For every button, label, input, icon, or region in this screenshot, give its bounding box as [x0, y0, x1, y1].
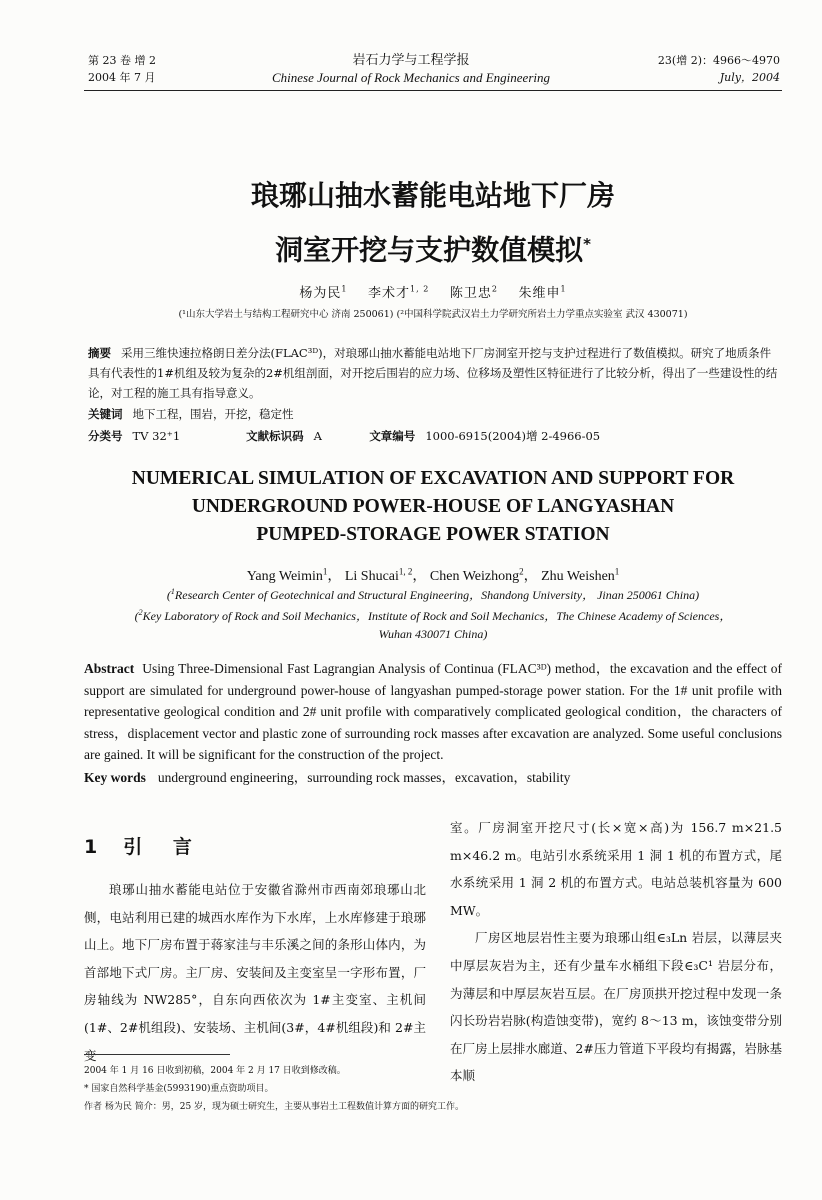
footnote-funding: * 国家自然科学基金(5993190)重点资助项目。	[84, 1084, 274, 1094]
footnotes	[84, 1062, 782, 1116]
author-en: Li Shucai	[344, 569, 399, 584]
body-column-left	[84, 876, 426, 1069]
author-zh: 陈卫忠	[449, 286, 492, 301]
affiliation-en-2: ($^2$Key Laboratory of Rock and Soil Mechanics，Institute of Rock and Soil Mechanics，The Chinese Academy of Sciences，	[134, 608, 732, 623]
page-range: 23(增 2)：4966～4970	[657, 54, 780, 67]
author-zh: 杨为民	[299, 286, 342, 301]
journal-name-en: Chinese Journal of Rock Mechanics and Engineering	[272, 70, 550, 85]
section-heading	[84, 832, 204, 859]
affiliation-en-1: ($^1$Research Center of Geotechnical and Structural Engineering，Shandong University， Jinan 250061 China)	[166, 587, 700, 602]
author-en: Zhu Weishen	[541, 569, 615, 584]
title-en-line1: NUMERICAL SIMULATION OF EXCAVATION AND SUPPORT FOR	[131, 468, 735, 489]
keywords-en-label: Key words	[84, 770, 146, 785]
affiliation-en-2-cont: Wuhan 430071 China)	[378, 627, 488, 641]
abstract-zh-label: 摘要	[88, 346, 111, 360]
doc-code-label: 文献标识码	[246, 429, 304, 443]
body-column-right	[450, 814, 782, 1090]
body-paragraph: 琅琊山抽水蓄能电站位于安徽省滁州市西南郊琅琊山北侧，电站利用已建的城西水库作为下水库，上水库修建于琅琊山上。地下厂房布置于蒋家洼与丰乐溪之间的条形山体内，为首部地下式厂房。主厂房、安装间及主变室呈一字形布置，厂房轴线为 NW285°，自东向西依次为 1#主变室、主机间(1#、2#机组段)、安装场、主机间(3#，4#机组段)和 2#主变	[84, 882, 426, 1063]
title-en-line3: PUMPED-STORAGE POWER STATION	[256, 524, 610, 545]
footnote-received: 2004 年 1 月 16 日收到初稿，2004 年 2 月 17 日收到修改稿。	[84, 1066, 346, 1076]
paper-title-en	[84, 465, 782, 549]
authors-zh: 杨为民$^1$ 李术才$^{1, 2}$ 陈卫忠$^2$ 朱维申$^1$	[299, 284, 567, 301]
section-number: 1	[84, 836, 110, 858]
doc-code-value: A	[313, 429, 322, 443]
author-zh: 朱维申	[518, 286, 561, 301]
article-number-value: 1000-6915(2004)增 2-4966-05	[425, 429, 601, 443]
author-en: Yang Weimin	[246, 569, 323, 584]
paper-title-zh	[84, 172, 782, 274]
publication-date: July，2004	[719, 71, 780, 84]
abstract-en-label: Abstract	[84, 661, 135, 676]
running-header-left	[88, 52, 156, 86]
class-label: 分类号	[88, 429, 123, 443]
authors-en: Yang Weimin$^1$， Li Shucai$^{1, 2}$， Chen Weizhong$^2$， Zhu Weishen$^1$	[246, 566, 620, 584]
header-rule	[84, 90, 782, 91]
keywords-en-text: underground engineering，surrounding rock masses，excavation，stability	[157, 770, 571, 785]
article-number-label: 文章编号	[369, 429, 416, 443]
footnote-rule	[84, 1054, 230, 1055]
class-value: TV 32⁺1	[132, 429, 181, 443]
volume-issue: 第 23 卷 增 2	[88, 54, 156, 67]
author-zh: 李术才	[368, 286, 411, 301]
keywords-zh-text: 地下工程，围岩，开挖，稳定性	[132, 407, 294, 421]
affiliations-zh: (¹山东大学岩土与结构工程研究中心 济南 250061) (²中国科学院武汉岩土力学研究所岩土力学重点实验室 武汉 430071)	[178, 309, 688, 320]
body-paragraph: 厂房区地层岩性主要为琅琊山组∈₃Ln 岩层，以薄层夹中厚层灰岩为主，还有少量车水桶组下段∈₃C¹ 岩层分布，为薄层和中厚层灰岩互层。在厂房顶拱开挖过程中发现一条闪长玢岩岩脉(构造蚀变带)，宽约 8～13 m，该蚀变带分别在厂房上层排水廊道、2#压力管道下平段均有揭露，岩脉基本顺	[450, 930, 782, 1084]
running-header-right	[658, 52, 780, 86]
abstract-en-text: Using Three-Dimensional Fast Lagrangian Analysis of Continua (FLAC³ᴰ) method，the excavation and the effect of support are simulated for underground power-house of langyashan pumped-storage power station. For the 1# unit profile with representative geological condition and 2# unit profile with comparatively complicated geological condition，the characters of stress，displacement vector and plastic zone of surrounding rock masses after excavation are analyzed. Some useful conclusions are gained. It will be significant for the construction of the project.	[84, 661, 782, 762]
footnote-author: 作者 杨为民 简介：男，25 岁，现为硕士研究生，主要从事岩土工程数值计算方面的研究工作。	[84, 1102, 465, 1112]
section-title: 引 言	[123, 836, 204, 858]
keywords-zh	[88, 404, 782, 424]
body-paragraph: 室。厂房洞室开挖尺寸(长×宽×高)为 156.7 m×21.5 m×46.2 m。电站引水系统采用 1 洞 1 机的布置方式，尾水系统采用 1 洞 2 机的布置方式。电站总装机容量为 600 MW。	[450, 820, 782, 918]
funding-mark: *	[583, 235, 591, 253]
abstract-zh	[88, 343, 782, 403]
issue-date: 2004 年 7 月	[88, 71, 156, 84]
author-en: Chen Weizhong	[429, 569, 520, 584]
title-en-line2: UNDERGROUND POWER-HOUSE OF LANGYASHAN	[191, 496, 675, 517]
title-zh-line1: 琅琊山抽水蓄能电站地下厂房	[250, 179, 615, 212]
affiliations-en	[84, 583, 782, 643]
keywords-zh-label: 关键词	[88, 407, 123, 421]
keywords-en	[84, 767, 782, 788]
classification-line	[88, 426, 782, 446]
title-zh-line2: 洞室开挖与支护数值模拟*	[275, 233, 591, 267]
abstract-zh-text: 采用三维快速拉格朗日差分法(FLAC³ᴰ)，对琅琊山抽水蓄能电站地下厂房洞室开挖与支护过程进行了数值模拟。研究了地质条件具有代表性的1#机组及较为复杂的2#机组剖面，对开挖后围岩的应力场、位移场及塑性区特征进行了比较分析，得出了一些建设性的结论，对工程的施工具有指导意义。	[88, 346, 778, 400]
abstract-en	[84, 658, 782, 766]
running-header-center	[200, 52, 622, 86]
journal-name-zh: 岩石力学与工程学报	[352, 53, 470, 68]
